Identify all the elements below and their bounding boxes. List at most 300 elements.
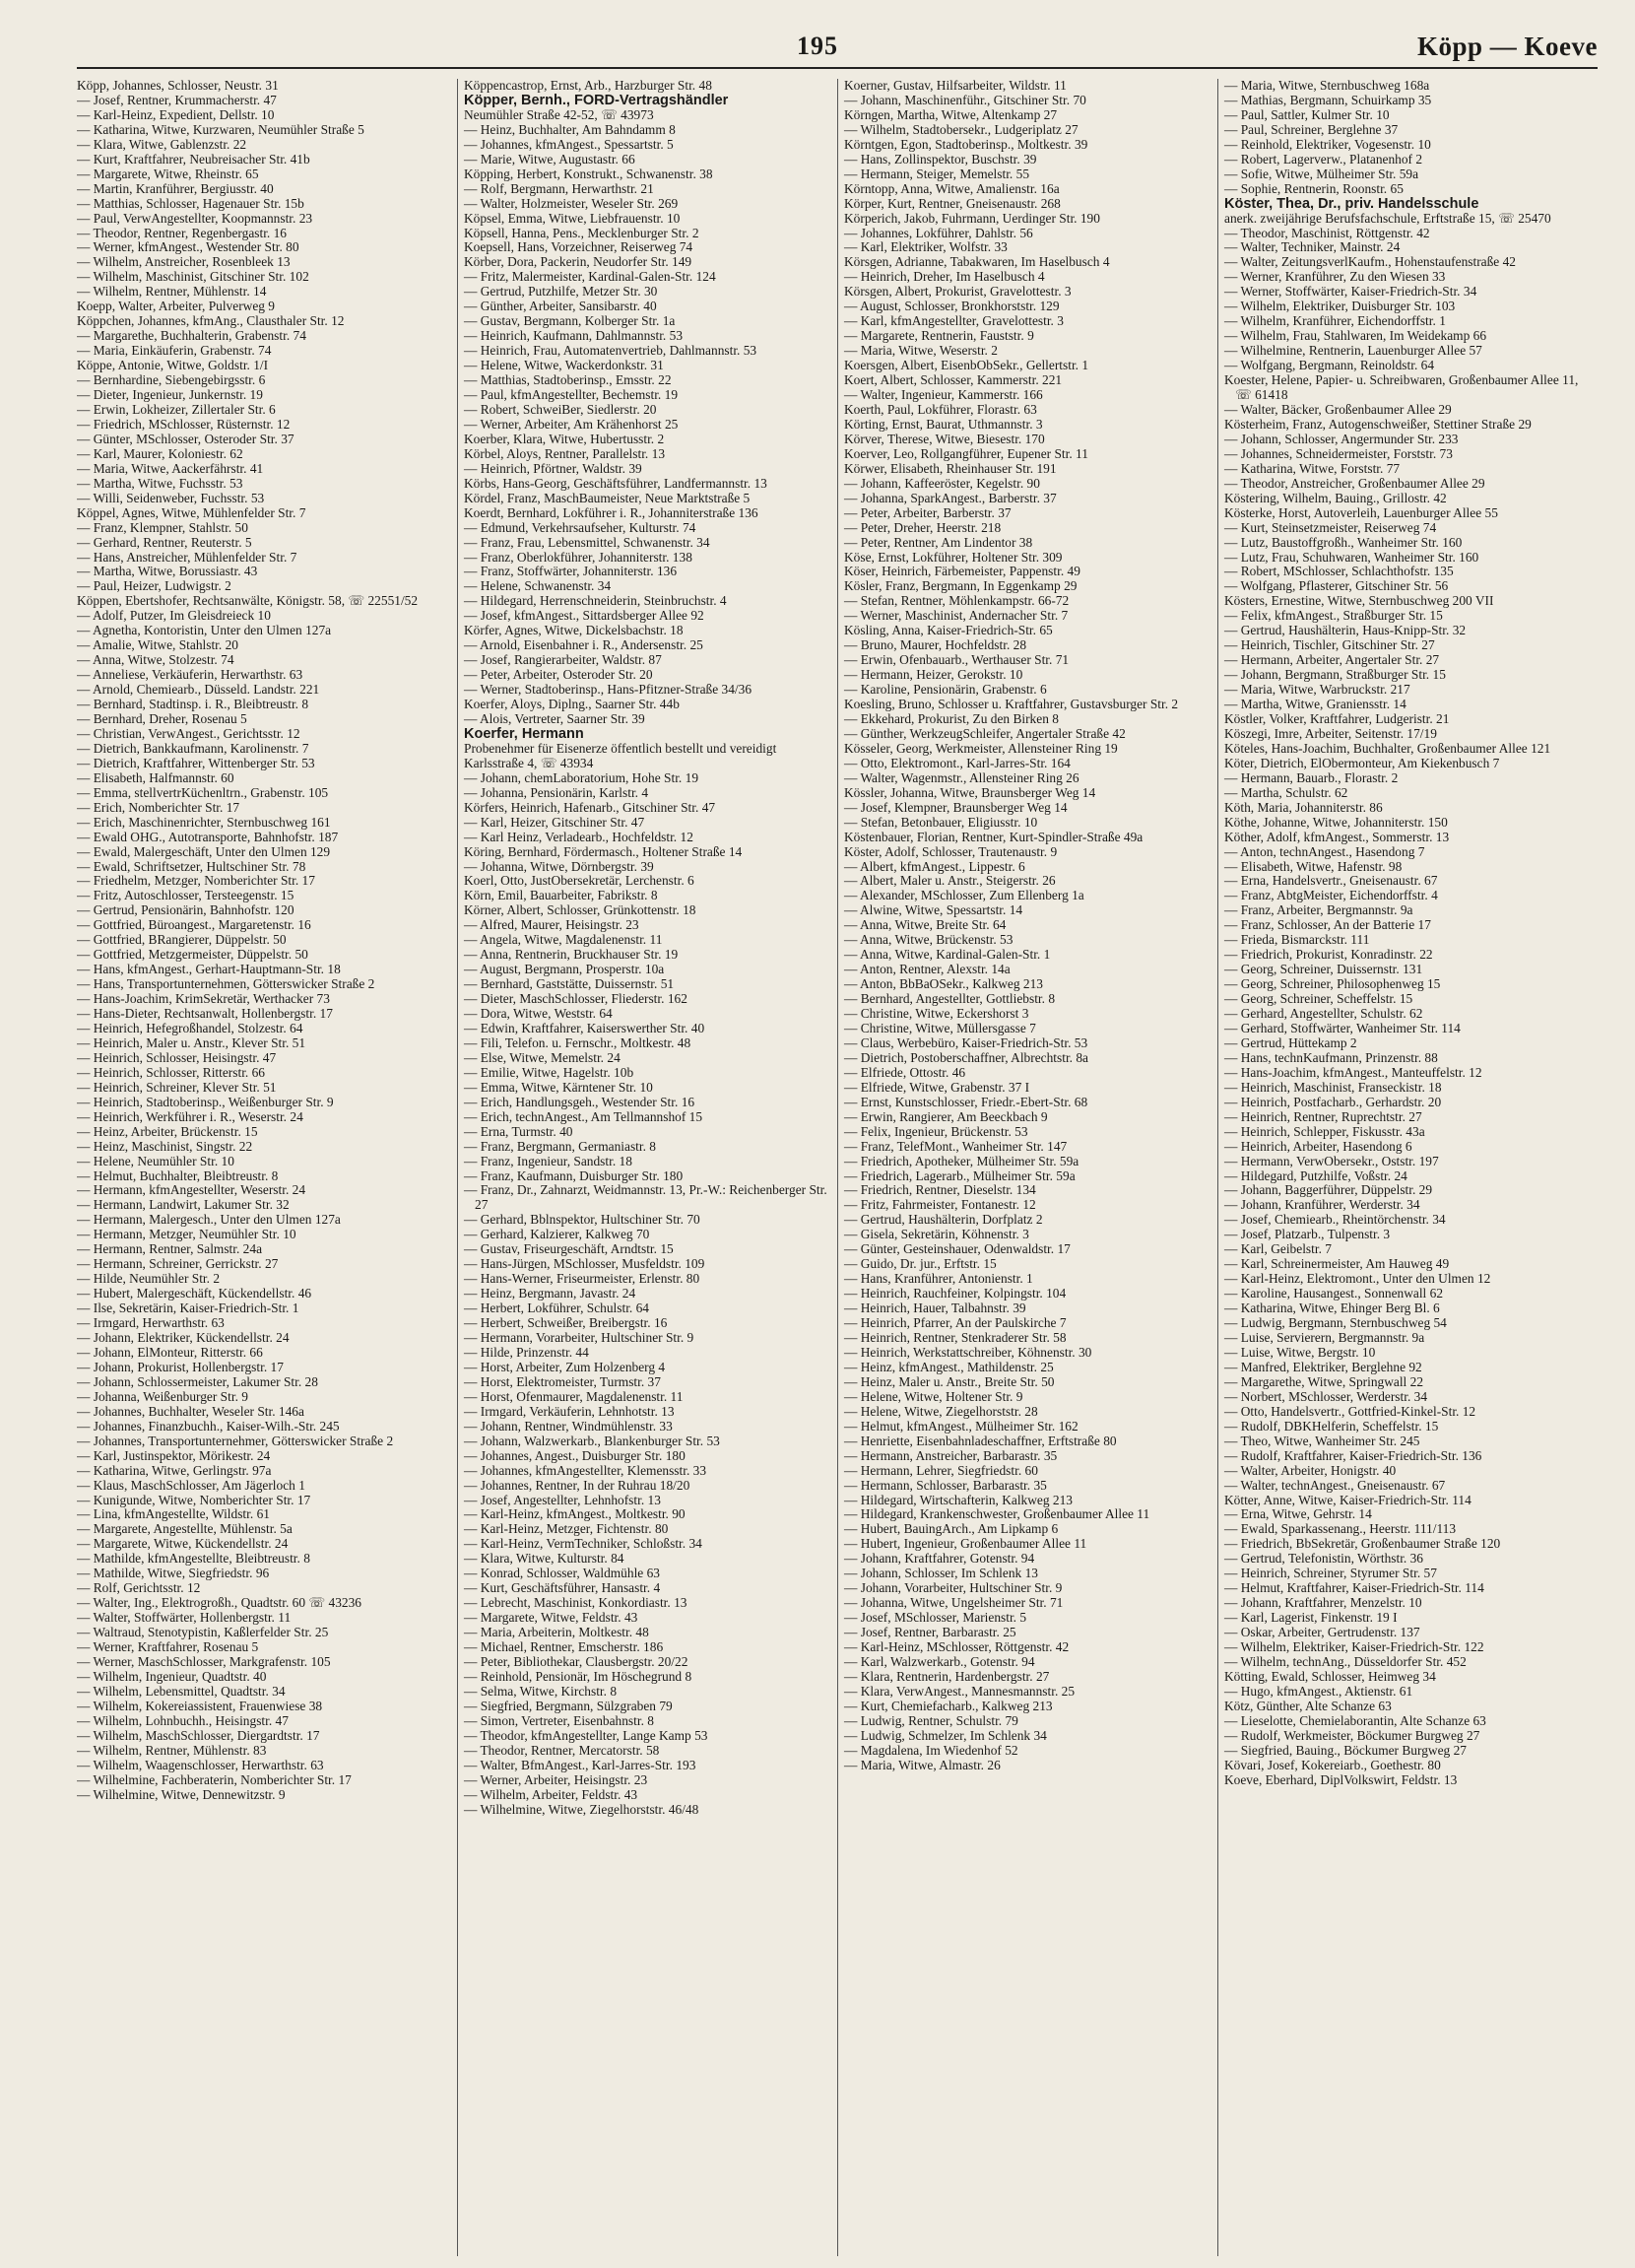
directory-entry: Köpsell, Hanna, Pens., Mecklenburger Str. 2 bbox=[464, 225, 699, 240]
directory-entry: — Friedrich, BbSekretär, Großenbaumer Straße 120 bbox=[1224, 1536, 1501, 1552]
directory-entry: — Walter, ZeitungsverlKaufm., Hohenstaufenstraße 42 bbox=[1224, 254, 1516, 270]
directory-entry: — Martha, Witwe, Graniensstr. 14 bbox=[1224, 697, 1406, 712]
directory-entry: — Karoline, Pensionärin, Grabenstr. 6 bbox=[844, 682, 1047, 698]
directory-entry: — Heinrich, Werkführer i. R., Weserstr. 24 bbox=[77, 1108, 303, 1124]
directory-entry: — Werner, kfmAngest., Westender Str. 80 bbox=[77, 239, 299, 255]
directory-entry: — Hermann, Schlosser, Barbarastr. 35 bbox=[844, 1477, 1047, 1493]
directory-entry: — Karl, Walzwerkarb., Gotenstr. 94 bbox=[844, 1653, 1035, 1669]
directory-entry: — Franz, Arbeiter, Bergmannstr. 9a bbox=[1224, 902, 1413, 918]
directory-entry: — Johann, Kranführer, Werderstr. 34 bbox=[1224, 1197, 1420, 1213]
directory-entry: — Margarete, Witwe, Kückendellstr. 24 bbox=[77, 1536, 289, 1552]
directory-entry: — Friedrich, Lagerarb., Mülheimer Str. 59a bbox=[844, 1167, 1076, 1183]
directory-entry: — Lieselotte, Chemielaborantin, Alte Schanze 63 bbox=[1224, 1712, 1486, 1728]
directory-entry: — Christine, Witwe, Eckershorst 3 bbox=[844, 1006, 1029, 1022]
directory-entry: Koepp, Walter, Arbeiter, Pulverweg 9 bbox=[77, 299, 276, 314]
directory-entry: — Josef, Platzarb., Tulpenstr. 3 bbox=[1224, 1227, 1391, 1242]
directory-entry: — Mathias, Bergmann, Schuirkamp 35 bbox=[1224, 92, 1432, 107]
directory-entry: Köteles, Hans-Joachim, Buchhalter, Großenbaumer Allee 121 bbox=[1224, 740, 1551, 756]
directory-entry: — Elisabeth, Witwe, Hafenstr. 98 bbox=[1224, 858, 1403, 874]
directory-entry: — Johannes, Finanzbuchh., Kaiser-Wilh.-Str. 245 bbox=[77, 1418, 340, 1434]
directory-entry: — Hermann, Lehrer, Siegfriedstr. 60 bbox=[844, 1462, 1038, 1478]
directory-entry: — Wilhelm, Maschinist, Gitschiner Str. 102 bbox=[77, 269, 309, 285]
directory-entry: — Wilhelm, Waagenschlosser, Herwarthstr. 63 bbox=[77, 1757, 324, 1772]
directory-entry: — Dieter, MaschSchlosser, Fliederstr. 162 bbox=[464, 991, 687, 1007]
directory-entry: Kössler, Johanna, Witwe, Braunsberger Weg 14 bbox=[844, 784, 1096, 800]
directory-entry: — Karl-Heinz, VermTechniker, Schloßstr. 34 bbox=[464, 1536, 702, 1552]
directory-entry: — Guido, Dr. jur., Erftstr. 15 bbox=[844, 1256, 997, 1272]
directory-entry: — Ewald, Schriftsetzer, Hultschiner Str. 78 bbox=[77, 858, 306, 874]
directory-entry: Köpsel, Emma, Witwe, Liebfrauenstr. 10 bbox=[464, 210, 681, 226]
directory-entry: — Heinrich, Stadtoberinsp., Weißenburger Str. 9 bbox=[77, 1094, 334, 1109]
directory-entry: — Anna, Witwe, Breite Str. 64 bbox=[844, 917, 1007, 933]
directory-entry: — Paul, kfmAngestellter, Bechemstr. 19 bbox=[464, 387, 679, 403]
directory-entry: — Heinrich, Kaufmann, Dahlmannstr. 53 bbox=[464, 328, 684, 344]
directory-entry: — Peter, Arbeiter, Osteroder Str. 20 bbox=[464, 667, 653, 683]
directory-entry: — Robert, SchweiBer, Siedlerstr. 20 bbox=[464, 401, 657, 417]
directory-entry: — Franz, Stoffwärter, Johanniterstr. 136 bbox=[464, 564, 678, 579]
directory-entry: — Dietrich, Postoberschaffner, Albrechtstr. 8a bbox=[844, 1049, 1088, 1065]
directory-entry: Köstering, Wilhelm, Bauing., Grillostr. 42 bbox=[1224, 490, 1447, 505]
directory-entry: — Maria, Arbeiterin, Moltkestr. 48 bbox=[464, 1625, 649, 1640]
directory-entry: — August, Schlosser, Bronkhorststr. 129 bbox=[844, 299, 1060, 314]
directory-entry: — Heinrich, Rauchfeiner, Kolpingstr. 104 bbox=[844, 1286, 1067, 1301]
directory-entry: — Gustav, Friseurgeschäft, Arndtstr. 15 bbox=[464, 1241, 674, 1257]
directory-entry: — Franz, Schlosser, An der Batterie 17 bbox=[1224, 917, 1431, 933]
directory-entry: — Kurt, Kraftfahrer, Neubreisacher Str. 41b bbox=[77, 151, 310, 167]
directory-entry: — Werner, Stoffwärter, Kaiser-Friedrich-Str. 34 bbox=[1224, 284, 1477, 300]
directory-entry: — Gertrud, Putzhilfe, Metzer Str. 30 bbox=[464, 284, 658, 300]
directory-entry: Kövari, Josef, Kokereiarb., Goethestr. 80 bbox=[1224, 1757, 1441, 1772]
directory-entry: — Karl, Heizer, Gitschiner Str. 47 bbox=[464, 814, 645, 830]
directory-entry: — Heinrich, Werkstattschreiber, Köhnenstr. 30 bbox=[844, 1344, 1092, 1360]
directory-entry: — Helene, Witwe, Holtener Str. 9 bbox=[844, 1388, 1023, 1404]
directory-entry: — Maria, Witwe, Sternbuschweg 168a bbox=[1224, 79, 1430, 93]
running-head: Köpp — Koeve bbox=[1416, 32, 1598, 61]
directory-entry: — Otto, Elektromont., Karl-Jarres-Str. 164 bbox=[844, 755, 1071, 770]
directory-entry: — Werner, MaschSchlosser, Markgrafenstr. 105 bbox=[77, 1653, 331, 1669]
directory-entry: — Gerhard, Kalzierer, Kalkweg 70 bbox=[464, 1227, 650, 1242]
directory-entry: — Hermann, Metzger, Neumühler Str. 10 bbox=[77, 1227, 296, 1242]
directory-entry: — Walter, Wagenmstr., Allensteiner Ring 26 bbox=[844, 769, 1079, 785]
directory-entry: — Ewald, Malergeschäft, Unter den Ulmen 129 bbox=[77, 843, 331, 859]
directory-entry: — Karl-Heinz, Expedient, Dellstr. 10 bbox=[77, 106, 275, 122]
directory-entry: — Karl, Maurer, Koloniestr. 62 bbox=[77, 445, 243, 461]
directory-entry: — Heinz, Bergmann, Javastr. 24 bbox=[464, 1286, 636, 1301]
directory-entry: — Johanna, Witwe, Ungelsheimer Str. 71 bbox=[844, 1595, 1064, 1611]
directory-entry: — Alfred, Maurer, Heisingstr. 23 bbox=[464, 917, 639, 933]
directory-entry: — Hubert, BauingArch., Am Lipkamp 6 bbox=[844, 1521, 1059, 1537]
directory-entry: — Wilhelm, Rentner, Mühlenstr. 83 bbox=[77, 1742, 267, 1758]
directory-entry: — Margarete, Witwe, Rheinstr. 65 bbox=[77, 166, 259, 181]
directory-entry: — Norbert, MSchlosser, Werderstr. 34 bbox=[1224, 1388, 1428, 1404]
directory-entry: — Katharina, Witwe, Gerlingstr. 97a bbox=[77, 1462, 272, 1478]
directory-entry: Kösling, Anna, Kaiser-Friedrich-Str. 65 bbox=[844, 623, 1053, 638]
directory-entry: — Hans-Joachim, KrimSekretär, Werthacker 73 bbox=[77, 991, 330, 1007]
directory-entry: Körntgen, Egon, Stadtoberinsp., Moltkestr. 39 bbox=[844, 136, 1088, 152]
directory-entry: Neumühler Straße 42-52, ☏ 43973 bbox=[464, 106, 654, 122]
directory-entry: Koester, Helene, Papier- u. Schreibwaren, Großenbaumer Allee 11, ☏ 61418 bbox=[1224, 372, 1579, 403]
directory-entry: — Johannes, Angest., Duisburger Str. 180 bbox=[464, 1447, 686, 1463]
directory-entry: — Arnold, Chemiearb., Düsseld. Landstr. 221 bbox=[77, 682, 320, 698]
directory-entry: — Helene, Witwe, Wackerdonkstr. 31 bbox=[464, 358, 664, 373]
directory-entry: — Bruno, Maurer, Hochfeldstr. 28 bbox=[844, 637, 1027, 653]
directory-entry: — Klara, VerwAngest., Mannesmannstr. 25 bbox=[844, 1683, 1076, 1699]
directory-entry: — Johann, Rentner, Windmühlenstr. 33 bbox=[464, 1418, 673, 1434]
directory-entry: — Franz, TelefMont., Wanheimer Str. 147 bbox=[844, 1138, 1068, 1154]
directory-entry: — Johannes, Lokführer, Dahlstr. 56 bbox=[844, 225, 1033, 240]
directory-entry: — Hermann, Bauarb., Florastr. 2 bbox=[1224, 769, 1399, 785]
directory-entry: — Dieter, Ingenieur, Junkernstr. 19 bbox=[77, 387, 263, 403]
directory-entry: — Manfred, Elektriker, Berglehne 92 bbox=[1224, 1359, 1422, 1374]
directory-entry: — Michael, Rentner, Emscherstr. 186 bbox=[464, 1639, 664, 1655]
directory-entry: — Heinrich, Frau, Automatenvertrieb, Dahlmannstr. 53 bbox=[464, 343, 757, 359]
directory-entry: Körper, Kurt, Rentner, Gneisenaustr. 268 bbox=[844, 195, 1061, 211]
directory-entry: — Johannes, Schneidermeister, Forststr. 73 bbox=[1224, 445, 1453, 461]
directory-entry: Körsgen, Adrianne, Tabakwaren, Im Haselbusch 4 bbox=[844, 254, 1110, 270]
directory-entry: — Ludwig, Rentner, Schulstr. 79 bbox=[844, 1712, 1018, 1728]
directory-entry: — Paul, Heizer, Ludwigstr. 2 bbox=[77, 578, 231, 594]
directory-entry: — Stefan, Betonbauer, Eligiusstr. 10 bbox=[844, 814, 1038, 830]
directory-entry: Köth, Maria, Johanniterstr. 86 bbox=[1224, 799, 1383, 815]
directory-entry: — Gerhard, Rentner, Reuterstr. 5 bbox=[77, 534, 252, 550]
directory-entry: — Hildegard, Herrenschneiderin, Steinbruchstr. 4 bbox=[464, 593, 727, 609]
directory-entry: — Josef, Klempner, Braunsberger Weg 14 bbox=[844, 799, 1068, 815]
directory-entry: — Heinrich, Maler u. Anstr., Klever Str. 51 bbox=[77, 1034, 306, 1050]
column-4 bbox=[1217, 79, 1598, 2256]
directory-entry: Koesling, Bruno, Schlosser u. Kraftfahrer, Gustavsburger Str. 2 bbox=[844, 697, 1179, 712]
directory-entry: — Agnetha, Kontoristin, Unter den Ulmen 127a bbox=[77, 623, 332, 638]
directory-entry: — Johannes, Transportunternehmer, Götterswicker Straße 2 bbox=[77, 1433, 394, 1448]
directory-entry: — Katharina, Witwe, Kurzwaren, Neumühler Straße 5 bbox=[77, 121, 364, 137]
directory-entry: Köter, Dietrich, ElObermonteur, Am Kiekenbusch 7 bbox=[1224, 755, 1500, 770]
directory-entry: — Wilhelm, Elektriker, Kaiser-Friedrich-Str. 122 bbox=[1224, 1639, 1484, 1655]
directory-entry: — Helene, Neumühler Str. 10 bbox=[77, 1153, 234, 1168]
directory-entry: — Johannes, kfmAngestellter, Klemensstr. 33 bbox=[464, 1462, 707, 1478]
directory-entry: — Hermann, Rentner, Salmstr. 24a bbox=[77, 1241, 263, 1257]
directory-entry: — Karl, kfmAngestellter, Gravelottestr. 3 bbox=[844, 313, 1064, 329]
directory-entry: — Johann, Schlosser, Im Schlenk 13 bbox=[844, 1566, 1038, 1581]
directory-entry: — Matthias, Stadtoberinsp., Emsstr. 22 bbox=[464, 372, 672, 388]
directory-entry: — Hermann, Schreiner, Gerrickstr. 27 bbox=[77, 1256, 279, 1272]
directory-entry: — Claus, Werbebüro, Kaiser-Friedrich-Str. 53 bbox=[844, 1034, 1088, 1050]
directory-entry: Koepsell, Hans, Vorzeichner, Reiserweg 74 bbox=[464, 239, 693, 255]
directory-entry: — Wilhelm, Lohnbuchh., Heisingstr. 47 bbox=[77, 1712, 289, 1728]
directory-entry: — Heinrich, Arbeiter, Hasendong 6 bbox=[1224, 1138, 1412, 1154]
directory-entry: — Johanna, Pensionärin, Karlstr. 4 bbox=[464, 784, 649, 800]
directory-entry: — Ewald, Sparkassenang., Heerstr. 111/113 bbox=[1224, 1521, 1457, 1537]
directory-entry: — Kurt, Chemiefacharb., Kalkweg 213 bbox=[844, 1698, 1053, 1713]
directory-entry: — Erna, Witwe, Gehrstr. 14 bbox=[1224, 1506, 1372, 1522]
directory-entry: — Werner, Kraftfahrer, Rosenau 5 bbox=[77, 1639, 259, 1655]
directory-entry: — Gerhard, Angestellter, Schulstr. 62 bbox=[1224, 1006, 1423, 1022]
directory-entry: — Paul, VerwAngestellter, Koopmannstr. 23 bbox=[77, 210, 313, 226]
directory-entry: — Hermann, Anstreicher, Barbarastr. 35 bbox=[844, 1447, 1058, 1463]
directory-entry: — Dora, Witwe, Weststr. 64 bbox=[464, 1006, 613, 1022]
directory-entry: — Josef, Rentner, Krummacherstr. 47 bbox=[77, 92, 277, 107]
directory-entry: — Maria, Witwe, Almastr. 26 bbox=[844, 1757, 1001, 1772]
directory-entry: — Walter, Holzmeister, Weseler Str. 269 bbox=[464, 195, 679, 211]
directory-entry: Köstenbauer, Florian, Rentner, Kurt-Spindler-Straße 49a bbox=[844, 829, 1144, 844]
directory-entry: — Walter, Ing., Elektrogroßh., Quadtstr. 60 ☏ 43236 bbox=[77, 1595, 361, 1611]
directory-entry: — Hilde, Prinzenstr. 44 bbox=[464, 1344, 589, 1360]
directory-entry: — Wilhelm, Anstreicher, Rosenbleek 13 bbox=[77, 254, 291, 270]
directory-entry: — Theo, Witwe, Wanheimer Str. 245 bbox=[1224, 1433, 1420, 1448]
directory-entry: — Reinhold, Elektriker, Vogesenstr. 10 bbox=[1224, 136, 1431, 152]
directory-entry: Köpp, Johannes, Schlosser, Neustr. 31 bbox=[77, 79, 279, 93]
directory-entry: — Horst, Elektromeister, Turmstr. 37 bbox=[464, 1373, 661, 1389]
directory-entry: — Wilhelmine, Fachberaterin, Nomberichter Str. 17 bbox=[77, 1771, 352, 1787]
directory-entry: — Helmut, Kraftfahrer, Kaiser-Friedrich-Str. 114 bbox=[1224, 1580, 1484, 1596]
directory-entry: — Johannes, Rentner, In der Ruhrau 18/20 bbox=[464, 1477, 690, 1493]
directory-entry: — Gerhard, Stoffwärter, Wanheimer Str. 114 bbox=[1224, 1021, 1461, 1035]
directory-entry: — Marie, Witwe, Augustastr. 66 bbox=[464, 151, 635, 167]
directory-entry: Körner, Albert, Schlosser, Grünkottenstr. 18 bbox=[464, 902, 696, 918]
directory-entry: — Horst, Ofenmaurer, Magdalenenstr. 11 bbox=[464, 1388, 684, 1404]
directory-entry: anerk. zweijährige Berufsfachschule, Erftstraße 15, ☏ 25470 bbox=[1224, 210, 1551, 226]
directory-entry: — Dietrich, Kraftfahrer, Wittenberger Str. 53 bbox=[77, 755, 315, 770]
directory-entry: — Katharina, Witwe, Forststr. 77 bbox=[1224, 460, 1401, 476]
directory-entry: — Herbert, Lokführer, Schulstr. 64 bbox=[464, 1301, 650, 1316]
directory-entry: — Werner, Stadtoberinsp., Hans-Pfitzner-Straße 34/36 bbox=[464, 682, 752, 698]
directory-entry: — Albert, kfmAngest., Lippestr. 6 bbox=[844, 858, 1025, 874]
directory-entry: — Mathilde, Witwe, Siegfriedstr. 96 bbox=[77, 1566, 270, 1581]
directory-entry: — Willi, Seidenweber, Fuchsstr. 53 bbox=[77, 490, 265, 505]
directory-entry: — Hermann, VerwObersekr., Oststr. 197 bbox=[1224, 1153, 1439, 1168]
directory-entry: — Helene, Witwe, Ziegelhorststr. 28 bbox=[844, 1403, 1038, 1419]
directory-entry: — Karl-Heinz, kfmAngest., Moltkestr. 90 bbox=[464, 1506, 686, 1522]
directory-entry: — Hans-Werner, Friseurmeister, Erlenstr. 80 bbox=[464, 1271, 700, 1287]
directory-entry: — Arnold, Eisenbahner i. R., Andersenstr. 25 bbox=[464, 637, 703, 653]
directory-entry: — Hermann, Malergesch., Unter den Ulmen 127a bbox=[77, 1212, 341, 1228]
directory-entry: — Johanna, Witwe, Dörnbergstr. 39 bbox=[464, 858, 654, 874]
directory-entry: — Bernhard, Angestellter, Gottliebstr. 8 bbox=[844, 991, 1056, 1007]
directory-entry: — Karl, Elektriker, Wolfstr. 33 bbox=[844, 239, 1008, 255]
directory-entry: — Albert, Maler u. Anstr., Steigerstr. 26 bbox=[844, 873, 1056, 889]
directory-entry: Köring, Bernhard, Fördermasch., Holtener Straße 14 bbox=[464, 843, 743, 859]
directory-entry: — Johann, Schlosser, Angermunder Str. 233 bbox=[1224, 431, 1459, 446]
directory-entry: — Heinz, Maler u. Anstr., Breite Str. 50 bbox=[844, 1373, 1055, 1389]
directory-entry: — Heinz, Buchhalter, Am Bahndamm 8 bbox=[464, 121, 676, 137]
directory-entry: — Wilhelm, Lebensmittel, Quadtstr. 34 bbox=[77, 1683, 286, 1699]
directory-entry: — Gottfried, Büroangest., Margaretenstr. 16 bbox=[77, 917, 311, 933]
directory-entry: — Felix, Ingenieur, Brückenstr. 53 bbox=[844, 1123, 1028, 1139]
directory-entry: — Johannes, Buchhalter, Weseler Str. 146a bbox=[77, 1403, 304, 1419]
directory-entry: — Luise, Servierern, Bergmannstr. 9a bbox=[1224, 1330, 1425, 1346]
directory-entry: — Sofie, Witwe, Mülheimer Str. 59a bbox=[1224, 166, 1419, 181]
directory-entry: Köszegi, Imre, Arbeiter, Seitenstr. 17/19 bbox=[1224, 725, 1437, 741]
directory-entry: — Hildegard, Krankenschwester, Großenbaumer Allee 11 bbox=[844, 1506, 1150, 1522]
directory-entry: — Felix, kfmAngest., Straßburger Str. 15 bbox=[1224, 608, 1443, 624]
directory-entry: — Kunigunde, Witwe, Nomberichter Str. 17 bbox=[77, 1492, 311, 1507]
directory-entry: — Heinz, Maschinist, Singstr. 22 bbox=[77, 1138, 253, 1154]
directory-entry: — Emilie, Witwe, Hagelstr. 10b bbox=[464, 1064, 634, 1080]
directory-entry: — Christine, Witwe, Müllersgasse 7 bbox=[844, 1021, 1036, 1035]
directory-entry: — Karl-Heinz, MSchlosser, Röttgenstr. 42 bbox=[844, 1639, 1070, 1655]
directory-entry: Koerfer, Aloys, Diplng., Saarner Str. 44b bbox=[464, 697, 680, 712]
directory-entry: — Hermann, Heizer, Gerokstr. 10 bbox=[844, 667, 1023, 683]
directory-entry: — Johann, Elektriker, Kückendellstr. 24 bbox=[77, 1330, 290, 1346]
directory-entry: Körntopp, Anna, Witwe, Amalienstr. 16a bbox=[844, 180, 1060, 196]
directory-entry: — Hermann, Arbeiter, Angertaler Str. 27 bbox=[1224, 652, 1440, 668]
directory-entry: — Henriette, Eisenbahnladeschaffner, Erftstraße 80 bbox=[844, 1433, 1117, 1448]
directory-entry: Körting, Ernst, Baurat, Uthmannstr. 3 bbox=[844, 416, 1043, 432]
directory-entry: — Emma, Witwe, Kärntener Str. 10 bbox=[464, 1079, 653, 1095]
directory-entry: — Friedrich, Prokurist, Konradinstr. 22 bbox=[1224, 947, 1433, 963]
directory-entry: — Theodor, Anstreicher, Großenbaumer Allee 29 bbox=[1224, 475, 1485, 491]
directory-entry: Körngen, Martha, Witwe, Altenkamp 27 bbox=[844, 106, 1058, 122]
directory-entry: — Bernhard, Dreher, Rosenau 5 bbox=[77, 710, 247, 726]
directory-entry: Köser, Heinrich, Färbemeister, Pappenstr. 49 bbox=[844, 564, 1080, 579]
directory-entry: — Angela, Witwe, Magdalenenstr. 11 bbox=[464, 932, 663, 948]
directory-entry: Köppchen, Johannes, kfmAng., Clausthaler Str. 12 bbox=[77, 313, 345, 329]
directory-entry: — Emma, stellvertrKüchenltrn., Grabenstr. 105 bbox=[77, 784, 329, 800]
directory-entry: — Josef, MSchlosser, Marienstr. 5 bbox=[844, 1610, 1027, 1626]
directory-entry: — Paul, Schreiner, Berglehne 37 bbox=[1224, 121, 1399, 137]
directory-entry: — Werner, Arbeiter, Am Krähenhorst 25 bbox=[464, 416, 679, 432]
directory-entry: Körbs, Hans-Georg, Geschäftsführer, Landfermannstr. 13 bbox=[464, 475, 767, 491]
directory-entry: — Robert, Lagerverw., Platanenhof 2 bbox=[1224, 151, 1423, 167]
directory-entry: — Hans, kfmAngest., Gerhart-Hauptmann-Str. 18 bbox=[77, 962, 341, 977]
directory-entry: — Wilhelm, Rentner, Mühlenstr. 14 bbox=[77, 284, 267, 300]
directory-entry: — Heinrich, Tischler, Gitschiner Str. 27 bbox=[1224, 637, 1435, 653]
directory-entry: — Edwin, Kraftfahrer, Kaiserswerther Str. 40 bbox=[464, 1021, 705, 1035]
directory-entry: — Waltraud, Stenotypistin, Kaßlerfelder Str. 25 bbox=[77, 1625, 329, 1640]
directory-entry: — Amalie, Witwe, Stahlstr. 20 bbox=[77, 637, 238, 653]
directory-entry: — Heinrich, Rentner, Ruprechtstr. 27 bbox=[1224, 1108, 1422, 1124]
directory-entry: — Theodor, Rentner, Regenbergastr. 16 bbox=[77, 225, 288, 240]
directory-entry: — Franz, Bergmann, Germaniastr. 8 bbox=[464, 1138, 656, 1154]
directory-entry: — Karl-Heinz, Elektromont., Unter den Ulmen 12 bbox=[1224, 1271, 1491, 1287]
directory-entry: Köse, Ernst, Lokführer, Holtener Str. 309 bbox=[844, 549, 1063, 565]
directory-entry: — Matthias, Schlosser, Hagenauer Str. 15b bbox=[77, 195, 304, 211]
directory-entry: Kösler, Franz, Bergmann, In Eggenkamp 29 bbox=[844, 578, 1078, 594]
column-3 bbox=[837, 79, 1217, 2256]
directory-entry: — Oskar, Arbeiter, Gertrudenstr. 137 bbox=[1224, 1625, 1420, 1640]
directory-entry: — Hildegard, Wirtschafterin, Kalkweg 213 bbox=[844, 1492, 1073, 1507]
directory-entry: — Johann, Walzwerkarb., Blankenburger Str. 53 bbox=[464, 1433, 720, 1448]
directory-entry: — Walter, BfmAngest., Karl-Jarres-Str. 193 bbox=[464, 1757, 696, 1772]
directory-entry: — Elfriede, Witwe, Grabenstr. 37 I bbox=[844, 1079, 1030, 1095]
directory-entry: — Franz, Frau, Lebensmittel, Schwanenstr. 34 bbox=[464, 534, 710, 550]
directory-entry: Körfer, Agnes, Witwe, Dickelsbachstr. 18 bbox=[464, 623, 684, 638]
directory-entry: Körver, Therese, Witwe, Biesestr. 170 bbox=[844, 431, 1045, 446]
directory-entry: — Peter, Bibliothekar, Clausbergstr. 20/22 bbox=[464, 1653, 688, 1669]
directory-entry: — Johann, Kraftfahrer, Gotenstr. 94 bbox=[844, 1551, 1035, 1567]
directory-entry: — Gottfried, BRangierer, Düppelstr. 50 bbox=[77, 932, 287, 948]
directory-entry: — Anna, Witwe, Brückenstr. 53 bbox=[844, 932, 1014, 948]
directory-entry: — Georg, Schreiner, Philosophenweg 15 bbox=[1224, 976, 1441, 992]
directory-entry: Probenehmer für Eisenerze öffentlich bestellt und vereidigt bbox=[464, 740, 777, 756]
directory-entry: — Werner, Maschinist, Andernacher Str. 7 bbox=[844, 608, 1069, 624]
directory-entry: — Gisela, Sekretärin, Köhnenstr. 3 bbox=[844, 1227, 1029, 1242]
directory-entry: Körfers, Heinrich, Hafenarb., Gitschiner Str. 47 bbox=[464, 799, 716, 815]
directory-entry: — Wilhelm, Kranführer, Eichendorffstr. 1 bbox=[1224, 313, 1446, 329]
directory-columns bbox=[77, 79, 1598, 2256]
directory-entry: — Anton, Rentner, Alexstr. 14a bbox=[844, 962, 1011, 977]
directory-entry: — Margarethe, Buchhalterin, Grabenstr. 74 bbox=[77, 328, 306, 344]
directory-entry: — Franz, Dr., Zahnarzt, Weidmannstr. 13, Pr.-W.: Reichenberger Str. 27 bbox=[464, 1182, 827, 1213]
directory-entry: Kötting, Ewald, Schlosser, Heimweg 34 bbox=[1224, 1668, 1436, 1684]
directory-entry: — Margarethe, Witwe, Springwall 22 bbox=[1224, 1373, 1424, 1389]
directory-entry: — Karoline, Hausangest., Sonnenwall 62 bbox=[1224, 1286, 1444, 1301]
directory-entry: — Magdalena, Im Wiedenhof 52 bbox=[844, 1742, 1018, 1758]
directory-entry: — Frieda, Bismarckstr. 111 bbox=[1224, 932, 1370, 948]
column-2 bbox=[457, 79, 837, 2256]
directory-entry: — Bernhard, Stadtinsp. i. R., Bleibtreustr. 8 bbox=[77, 697, 309, 712]
directory-entry: — Heinrich, Maschinist, Franseckistr. 18 bbox=[1224, 1079, 1442, 1095]
directory-entry: — Karl, Geibelstr. 7 bbox=[1224, 1241, 1332, 1257]
directory-entry: — Hermann, Vorarbeiter, Hultschiner Str. 9 bbox=[464, 1330, 694, 1346]
directory-entry: — Johannes, kfmAngest., Spessartstr. 5 bbox=[464, 136, 674, 152]
directory-entry: — Irmgard, Herwarthstr. 63 bbox=[77, 1315, 225, 1331]
directory-entry: — Otto, Handelsvertr., Gottfried-Kinkel-Str. 12 bbox=[1224, 1403, 1476, 1419]
directory-entry: — Heinrich, Schreiner, Styrumer Str. 57 bbox=[1224, 1566, 1437, 1581]
directory-entry: — Hildegard, Putzhilfe, Voßstr. 24 bbox=[1224, 1167, 1407, 1183]
directory-entry: — Hubert, Ingenieur, Großenbaumer Allee 11 bbox=[844, 1536, 1087, 1552]
directory-entry: Köppe, Antonie, Witwe, Goldstr. 1/I bbox=[77, 358, 269, 373]
directory-entry: — Heinrich, Postfacharb., Gerhardstr. 20 bbox=[1224, 1094, 1442, 1109]
directory-entry: — Hans, Kranführer, Antonienstr. 1 bbox=[844, 1271, 1033, 1287]
directory-entry: — Hans-Joachim, kfmAngest., Manteuffelstr. 12 bbox=[1224, 1064, 1482, 1080]
directory-entry: — Wilhelm, MaschSchlosser, Diergardtstr. 17 bbox=[77, 1727, 320, 1743]
directory-entry: — Maria, Witwe, Aackerfährstr. 41 bbox=[77, 460, 264, 476]
directory-entry: — Gertrud, Haushälterin, Dorfplatz 2 bbox=[844, 1212, 1043, 1228]
directory-entry: — Friedrich, MSchlosser, Rüsternstr. 12 bbox=[77, 416, 291, 432]
directory-entry: Köpping, Herbert, Konstrukt., Schwanenstr. 38 bbox=[464, 166, 713, 181]
directory-entry: — Josef, kfmAngest., Sittardsberger Allee 92 bbox=[464, 608, 704, 624]
directory-entry: — Günter, Gesteinshauer, Odenwaldstr. 17 bbox=[844, 1241, 1071, 1257]
directory-entry: — Johann, Schlossermeister, Lakumer Str. 28 bbox=[77, 1373, 318, 1389]
directory-entry: Koerver, Leo, Rollgangführer, Eupener Str. 11 bbox=[844, 445, 1088, 461]
directory-entry: — Heinrich, Rentner, Stenkraderer Str. 58 bbox=[844, 1330, 1067, 1346]
directory-entry: — Margarete, Angestellte, Mühlenstr. 5a bbox=[77, 1521, 293, 1537]
directory-entry: Koerdt, Bernhard, Lokführer i. R., Johanniterstraße 136 bbox=[464, 504, 758, 520]
directory-entry: — Heinz, Arbeiter, Brückenstr. 15 bbox=[77, 1123, 258, 1139]
directory-entry: — Kurt, Geschäftsführer, Hansastr. 4 bbox=[464, 1580, 661, 1596]
directory-entry: — Hans-Dieter, Rechtsanwalt, Hollenbergstr. 17 bbox=[77, 1006, 333, 1022]
directory-entry: — Walter, Bäcker, Großenbaumer Allee 29 bbox=[1224, 401, 1452, 417]
directory-entry: — Johann, Vorarbeiter, Hultschiner Str. 9 bbox=[844, 1580, 1063, 1596]
directory-entry: — Robert, MSchlosser, Schlachthofstr. 135 bbox=[1224, 564, 1454, 579]
directory-entry: — Johann, Prokurist, Hollenbergstr. 17 bbox=[77, 1359, 284, 1374]
directory-entry: Köther, Adolf, kfmAngest., Sommerstr. 13 bbox=[1224, 829, 1450, 844]
directory-entry: — Josef, Rentner, Barbarastr. 25 bbox=[844, 1625, 1016, 1640]
directory-entry: — Anneliese, Verkäuferin, Herwarthstr. 63 bbox=[77, 667, 303, 683]
directory-entry: — Alexander, MSchlosser, Zum Ellenberg 1a bbox=[844, 888, 1084, 903]
directory-entry: — Wolfgang, Bergmann, Reinoldstr. 64 bbox=[1224, 358, 1435, 373]
directory-entry: — Maria, Witwe, Weserstr. 2 bbox=[844, 343, 998, 359]
directory-entry: — Heinrich, Schlosser, Heisingstr. 47 bbox=[77, 1049, 277, 1065]
directory-entry: — Erich, Nomberichter Str. 17 bbox=[77, 799, 240, 815]
directory-entry: — Sophie, Rentnerin, Roonstr. 65 bbox=[1224, 180, 1404, 196]
directory-entry: — Katharina, Witwe, Ehinger Berg Bl. 6 bbox=[1224, 1301, 1440, 1316]
directory-entry: — Selma, Witwe, Kirchstr. 8 bbox=[464, 1683, 618, 1699]
directory-entry: — Lutz, Baustoffgroßh., Wanheimer Str. 160 bbox=[1224, 534, 1463, 550]
directory-entry: — Hermann, Steiger, Memelstr. 55 bbox=[844, 166, 1030, 181]
directory-entry: — Ekkehard, Prokurist, Zu den Birken 8 bbox=[844, 710, 1059, 726]
directory-entry: — Theodor, kfmAngestellter, Lange Kamp 53 bbox=[464, 1727, 708, 1743]
directory-entry: — Margarete, Witwe, Feldstr. 43 bbox=[464, 1610, 638, 1626]
directory-entry: — Maria, Witwe, Warbruckstr. 217 bbox=[1224, 682, 1410, 698]
directory-entry: Kötz, Günther, Alte Schanze 63 bbox=[1224, 1698, 1392, 1713]
directory-entry: — Martin, Kranführer, Bergiusstr. 40 bbox=[77, 180, 274, 196]
directory-entry: — Erich, Handlungsgeh., Westender Str. 16 bbox=[464, 1094, 695, 1109]
directory-entry: — Walter, Techniker, Mainstr. 24 bbox=[1224, 239, 1401, 255]
directory-entry: — Ludwig, Schmelzer, Im Schlenk 34 bbox=[844, 1727, 1047, 1743]
directory-entry: Koert, Albert, Schlosser, Kammerstr. 221 bbox=[844, 372, 1063, 388]
directory-entry: — Hans, Zollinspektor, Buschstr. 39 bbox=[844, 151, 1037, 167]
directory-entry: — Karl, Justinspektor, Mörikestr. 24 bbox=[77, 1447, 271, 1463]
